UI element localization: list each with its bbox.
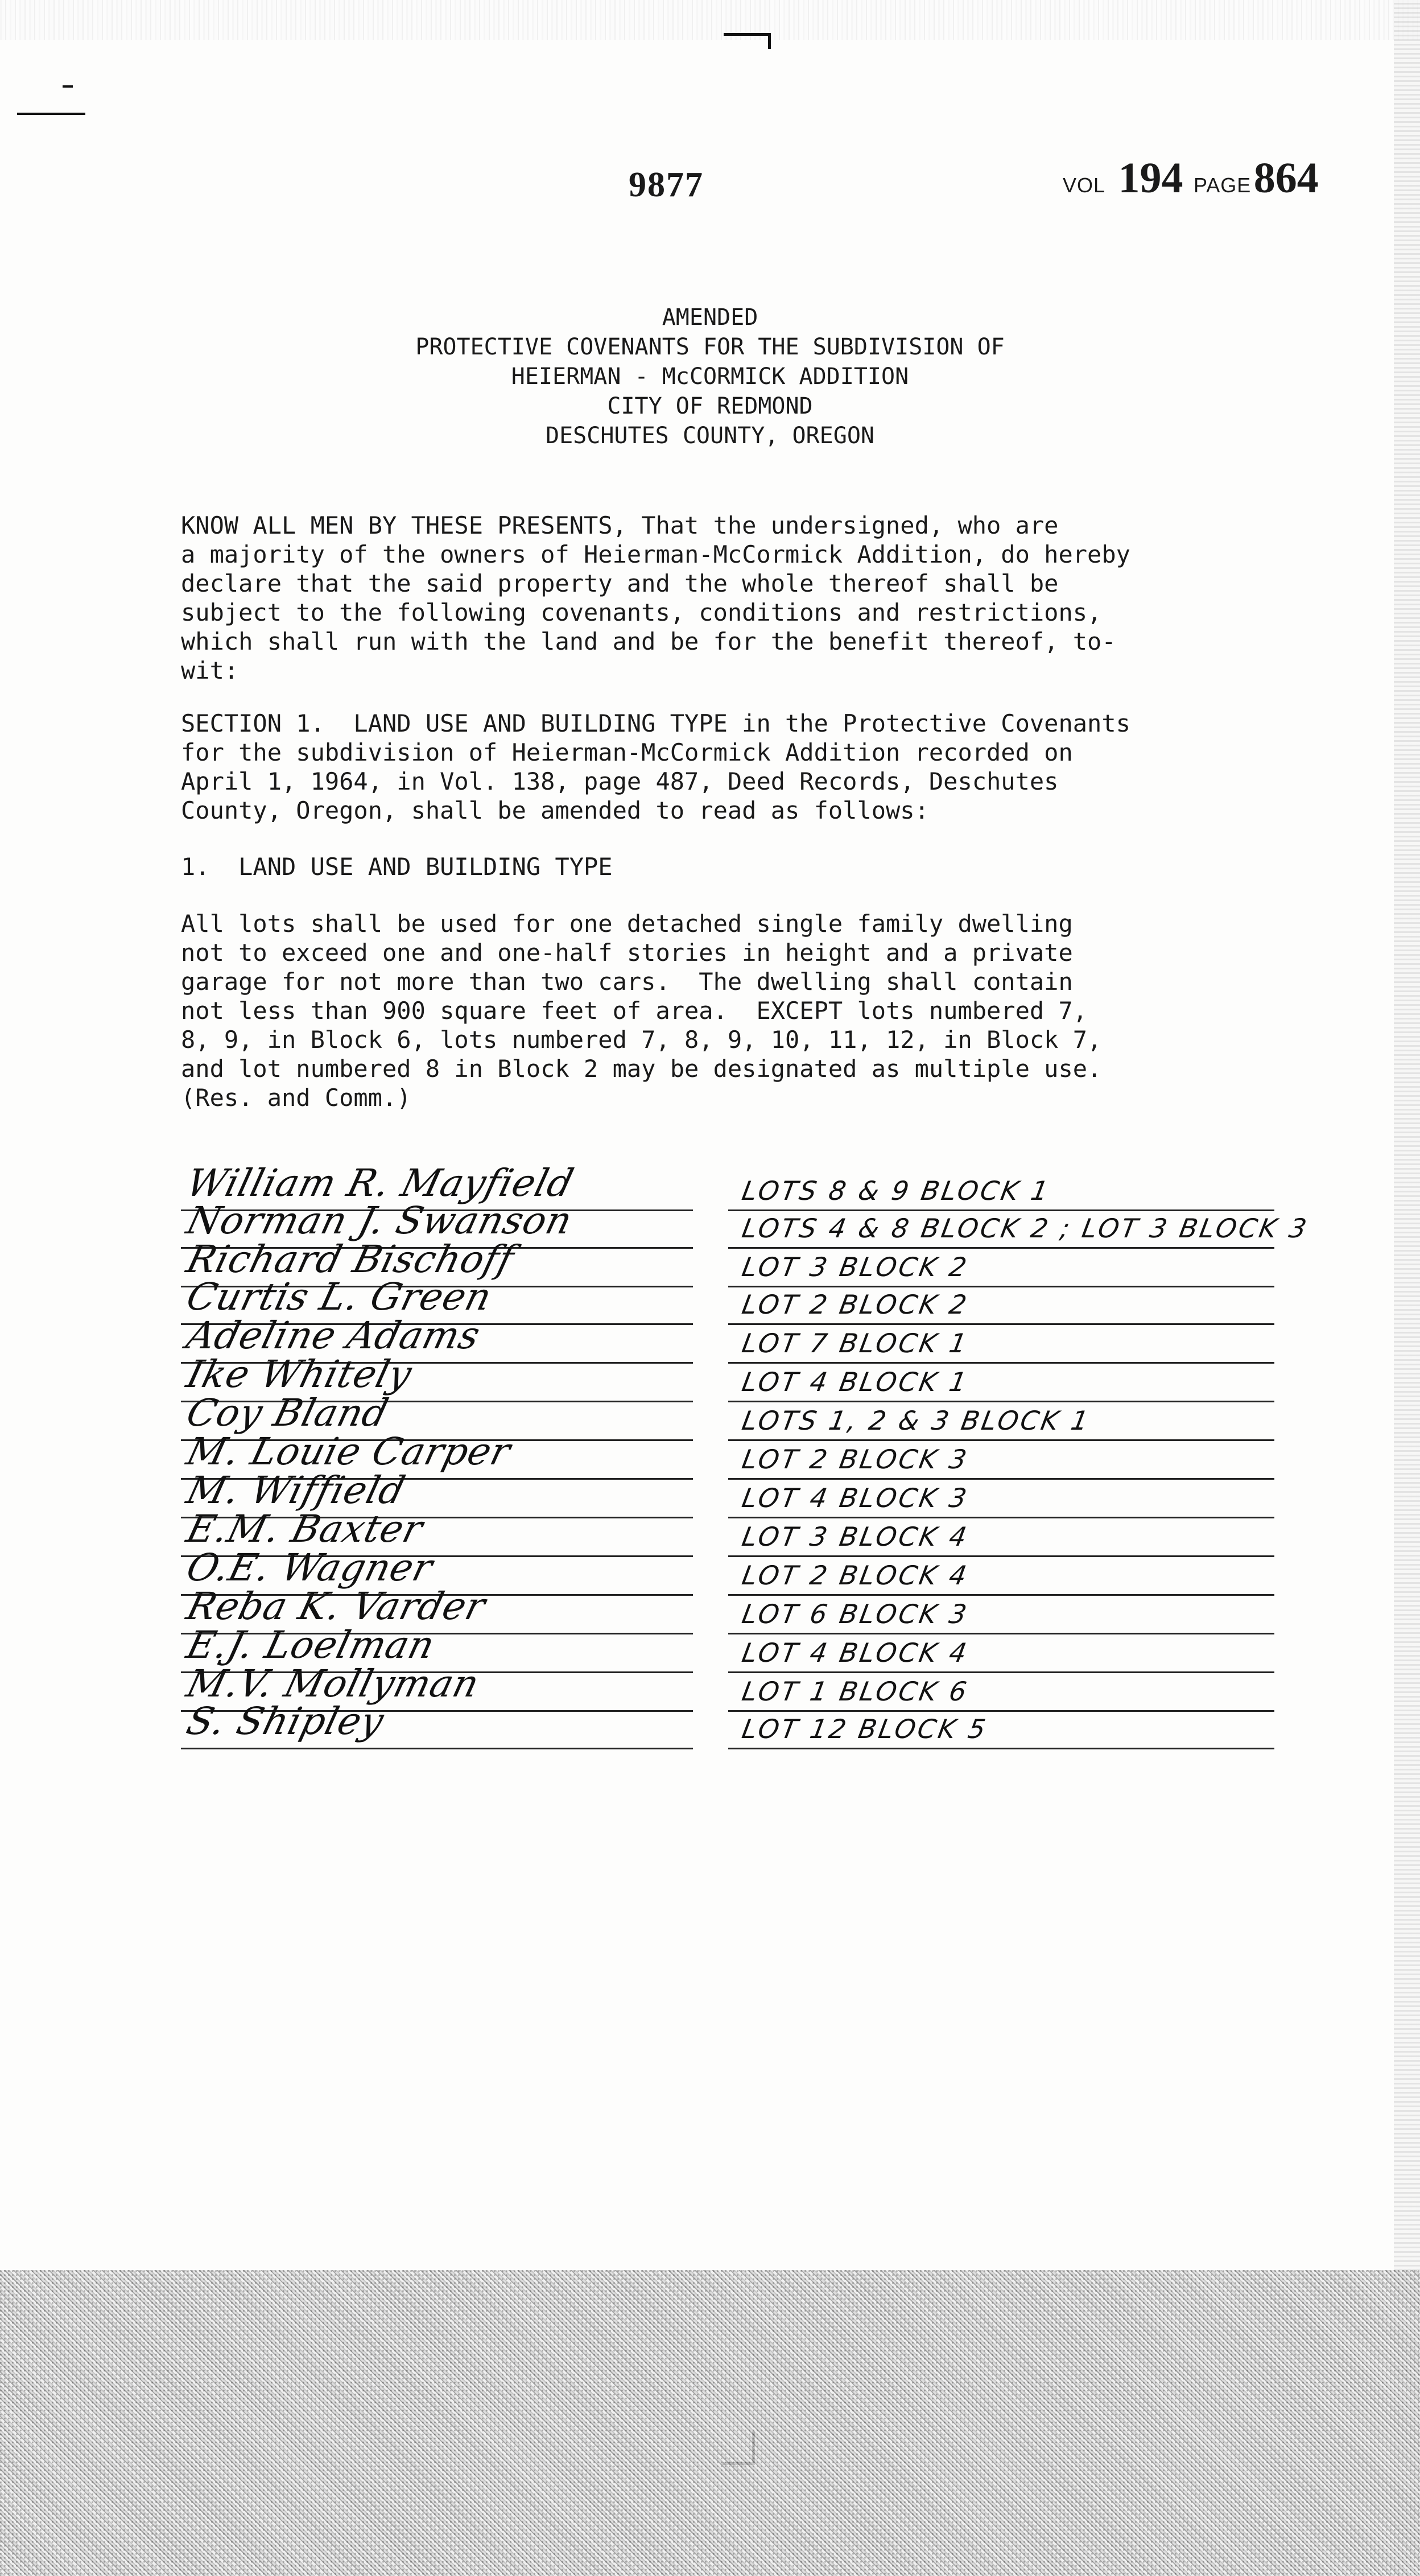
signature-line [181, 1748, 693, 1749]
intro-paragraph: KNOW ALL MEN BY THESE PRESENTS, That the undersigned, who are a majority of the owners of Heierman-McCormick Addition, do hereby declare that the said property and the whole thereof shall be subject to the following covenants, conditions and restrictions, which shall run with the land and be for the benefit thereof, to- wit: [181, 511, 1130, 684]
stray-mark-left [17, 113, 85, 115]
handwritten-signature: Coy Bland [182, 1391, 393, 1435]
crop-mark-top [724, 33, 770, 36]
lot-block-entry: LOT 3 BLOCK 2 [740, 1252, 971, 1282]
lot-block-entry: LOT 1 BLOCK 6 [740, 1676, 971, 1707]
handwritten-signature: William R. Mayfield [182, 1161, 579, 1205]
lot-block-entry: LOT 4 BLOCK 4 [740, 1637, 971, 1668]
title-line-1: AMENDED [662, 304, 758, 331]
page-number: 864 [1253, 154, 1319, 202]
title-line-2: PROTECTIVE COVENANTS FOR THE SUBDIVISION OF [415, 334, 1005, 360]
lot-block-entry: LOT 7 BLOCK 1 [740, 1328, 971, 1359]
handwritten-signature: Adeline Adams [182, 1314, 485, 1357]
handwritten-signature: M. Wiffield [182, 1468, 410, 1512]
land-use-rule-paragraph: All lots shall be used for one detached single family dwelling not to exceed one and one-half stories in height and a private garage for not more than two cars. The dwelling shall contain not less than 900 square feet of area. EXCEPT lots numbered 7, 8, 9, in Block 6, lots numbered 7, 8, 9, 10, 11, 12, in Block 7, and lot numbered 8 in Block 2 may be designated as multiple use. (Res. and Comm.) [181, 910, 1102, 1112]
title-line-4: CITY OF REDMOND [607, 393, 813, 419]
lot-block-entry: LOT 4 BLOCK 3 [740, 1483, 971, 1513]
vol-number: 194 [1118, 154, 1183, 202]
lot-block-entry: LOT 6 BLOCK 3 [740, 1599, 971, 1629]
handwritten-signature: M.V. Mollyman [182, 1662, 484, 1706]
title-line-5: DESCHUTES COUNTY, OREGON [546, 423, 874, 449]
scan-noise-top [0, 0, 1420, 40]
lot-block-entry: LOTS 1, 2 & 3 BLOCK 1 [740, 1405, 1093, 1436]
lot-block-entry: LOT 12 BLOCK 5 [740, 1714, 990, 1744]
lot-line [728, 1748, 1274, 1749]
handwritten-signature: Richard Bischoff [182, 1237, 519, 1281]
section-heading: 1. LAND USE AND BUILDING TYPE [181, 853, 613, 881]
document-title [0, 303, 1420, 451]
handwritten-signature: O.E. Wagner [182, 1546, 437, 1590]
volume-page-reference [1063, 154, 1319, 203]
lot-block-entry: LOTS 8 & 9 BLOCK 1 [740, 1175, 1053, 1206]
lot-block-entry: LOT 4 BLOCK 1 [740, 1367, 971, 1397]
lot-block-entry: LOT 3 BLOCK 4 [740, 1521, 971, 1552]
crop-mark-top-tick [768, 33, 771, 49]
title-line-3: HEIERMAN - McCORMICK ADDITION [511, 364, 909, 390]
handwritten-signature: E.M. Baxter [182, 1507, 428, 1551]
handwritten-signature: Ike Whitely [182, 1352, 417, 1396]
page-label: PAGE [1193, 174, 1252, 197]
lot-block-entry: LOT 2 BLOCK 3 [740, 1444, 971, 1475]
section-1-paragraph: SECTION 1. LAND USE AND BUILDING TYPE in the Protective Covenants for the subdivision of Heierman-McCormick Addition recorded on April 1, 1964, in Vol. 138, page 487, Deed Records, Deschutes County, Oregon, shall be amended to read as follows: [181, 709, 1130, 824]
handwritten-signature: M. Louie Carper [182, 1430, 515, 1473]
lot-block-entry: LOT 2 BLOCK 2 [740, 1289, 971, 1320]
handwritten-signature: Norman J. Swanson [182, 1199, 577, 1242]
lot-block-entry: LOT 2 BLOCK 4 [740, 1560, 971, 1591]
handwritten-signature: Curtis L. Green [182, 1275, 497, 1319]
handwritten-signature: E.J. Loelman [182, 1623, 440, 1667]
handwritten-signature: Reba K. Varder [182, 1584, 490, 1628]
signature-row [0, 1693, 1420, 1750]
vol-label: VOL [1063, 174, 1106, 197]
lot-block-entry: LOTS 4 & 8 BLOCK 2 ; LOT 3 BLOCK 3 [740, 1213, 1311, 1244]
document-number: 9877 [629, 166, 704, 204]
scan-noise-bottom [0, 2270, 1420, 2576]
stray-mark-left-2 [63, 85, 73, 88]
handwritten-signature: S. Shipley [182, 1699, 389, 1743]
